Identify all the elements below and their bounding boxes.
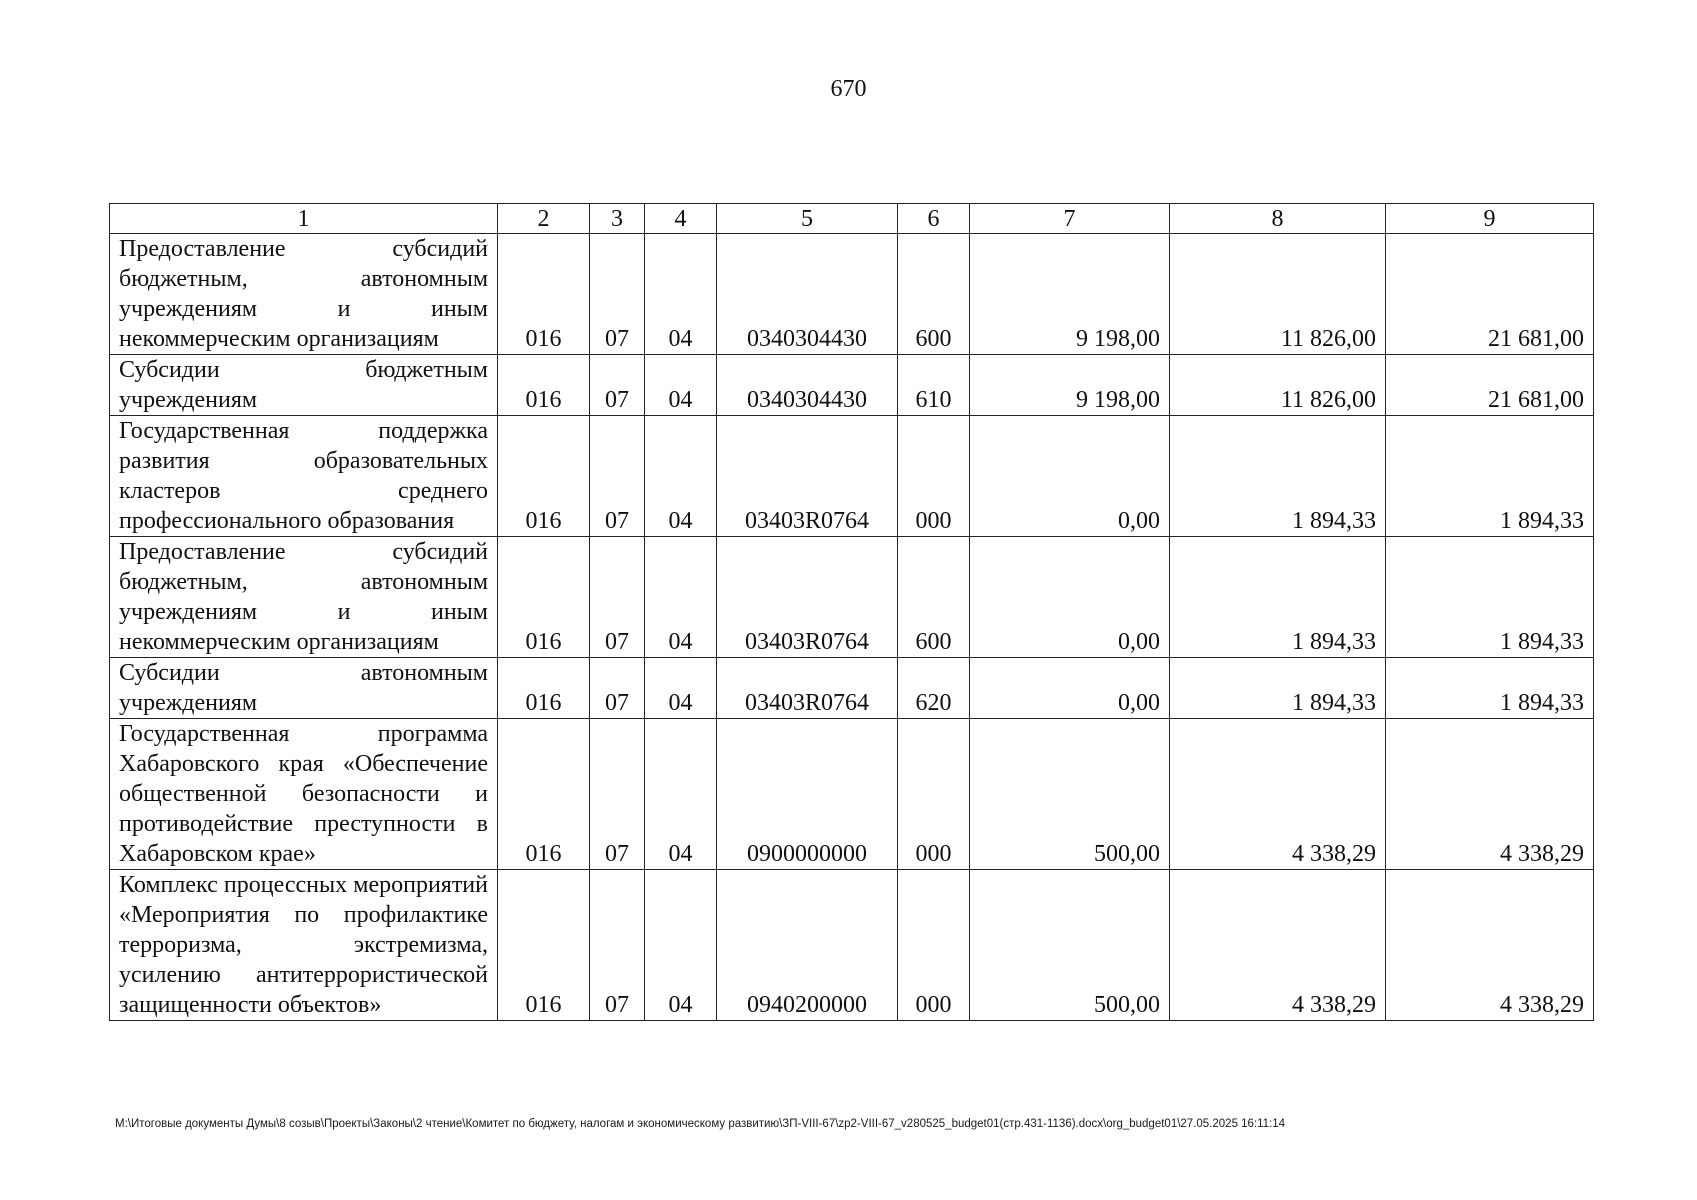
section-code-cell: 07 bbox=[590, 537, 645, 658]
amount-col7-cell: 0,00 bbox=[970, 658, 1170, 719]
target-article-cell: 03403R0764 bbox=[717, 658, 898, 719]
subsection-code-cell: 04 bbox=[645, 416, 717, 537]
section-code-cell: 07 bbox=[590, 719, 645, 870]
table-row bbox=[110, 870, 1594, 1021]
amount-col7-cell: 0,00 bbox=[970, 537, 1170, 658]
subsection-code-cell: 04 bbox=[645, 658, 717, 719]
row-name-cell: Комплекс процессных мероприятий «Мероприятия по профилактике терроризма, экстремизма, усилению антитеррористической защищенности объектов» bbox=[110, 870, 498, 1021]
row-name-cell: Предоставление субсидий бюджетным, автономным учреждениям и иным некоммерческим организациям bbox=[110, 537, 498, 658]
target-article-cell: 0940200000 bbox=[717, 870, 898, 1021]
header-cell: 1 bbox=[110, 204, 498, 234]
target-article-cell: 0340304430 bbox=[717, 234, 898, 355]
amount-col9-cell: 1 894,33 bbox=[1386, 658, 1594, 719]
subsection-code-cell: 04 bbox=[645, 355, 717, 416]
row-name-cell: Субсидии автономным учреждениям bbox=[110, 658, 498, 719]
subsection-code-cell: 04 bbox=[645, 537, 717, 658]
expense-type-cell: 600 bbox=[898, 537, 970, 658]
page-number: 670 bbox=[830, 76, 867, 102]
header-cell: 4 bbox=[645, 204, 717, 234]
amount-col8-cell: 11 826,00 bbox=[1170, 234, 1386, 355]
table-header-row bbox=[110, 204, 1594, 234]
section-code-cell: 07 bbox=[590, 870, 645, 1021]
amount-col9-cell: 1 894,33 bbox=[1386, 416, 1594, 537]
amount-col9-cell: 4 338,29 bbox=[1386, 719, 1594, 870]
section-code-cell: 07 bbox=[590, 658, 645, 719]
ministry-code-cell: 016 bbox=[498, 658, 590, 719]
document-path-footer: М:\Итоговые документы Думы\8 созыв\Проекты\Законы\2 чтение\Комитет по бюджету, налогам и экономическому развитию\ЗП-VIII-67\zp2-VIII-67_v280525_budget01(стр.431-1136).docx\org_budget01\27.05.2025 16:11:14 bbox=[115, 1118, 1286, 1130]
amount-col9-cell: 1 894,33 bbox=[1386, 537, 1594, 658]
ministry-code-cell: 016 bbox=[498, 355, 590, 416]
ministry-code-cell: 016 bbox=[498, 537, 590, 658]
header-cell: 2 bbox=[498, 204, 590, 234]
section-code-cell: 07 bbox=[590, 416, 645, 537]
amount-col8-cell: 4 338,29 bbox=[1170, 719, 1386, 870]
header-cell: 5 bbox=[717, 204, 898, 234]
row-name-cell: Субсидии бюджетным учреждениям bbox=[110, 355, 498, 416]
header-cell: 8 bbox=[1170, 204, 1386, 234]
row-name-cell: Государственная поддержка развития образовательных кластеров среднего профессионального образования bbox=[110, 416, 498, 537]
section-code-cell: 07 bbox=[590, 355, 645, 416]
expense-type-cell: 000 bbox=[898, 719, 970, 870]
ministry-code-cell: 016 bbox=[498, 416, 590, 537]
table-row bbox=[110, 355, 1594, 416]
amount-col7-cell: 500,00 bbox=[970, 870, 1170, 1021]
ministry-code-cell: 016 bbox=[498, 234, 590, 355]
expense-type-cell: 000 bbox=[898, 416, 970, 537]
ministry-code-cell: 016 bbox=[498, 719, 590, 870]
table-row bbox=[110, 537, 1594, 658]
target-article-cell: 03403R0764 bbox=[717, 537, 898, 658]
amount-col7-cell: 0,00 bbox=[970, 416, 1170, 537]
amount-col9-cell: 21 681,00 bbox=[1386, 355, 1594, 416]
budget-table bbox=[109, 203, 1594, 1021]
amount-col7-cell: 9 198,00 bbox=[970, 355, 1170, 416]
row-name-cell: Предоставление субсидий бюджетным, автономным учреждениям и иным некоммерческим организациям bbox=[110, 234, 498, 355]
table-row bbox=[110, 416, 1594, 537]
amount-col8-cell: 1 894,33 bbox=[1170, 658, 1386, 719]
amount-col8-cell: 1 894,33 bbox=[1170, 537, 1386, 658]
amount-col8-cell: 1 894,33 bbox=[1170, 416, 1386, 537]
row-name-cell: Государственная программа Хабаровского края «Обеспечение общественной безопасности и противодействие преступности в Хабаровском крае» bbox=[110, 719, 498, 870]
subsection-code-cell: 04 bbox=[645, 719, 717, 870]
header-cell: 9 bbox=[1386, 204, 1594, 234]
subsection-code-cell: 04 bbox=[645, 870, 717, 1021]
section-code-cell: 07 bbox=[590, 234, 645, 355]
amount-col9-cell: 4 338,29 bbox=[1386, 870, 1594, 1021]
table-row bbox=[110, 234, 1594, 355]
amount-col7-cell: 9 198,00 bbox=[970, 234, 1170, 355]
table-row bbox=[110, 658, 1594, 719]
header-cell: 6 bbox=[898, 204, 970, 234]
header-cell: 7 bbox=[970, 204, 1170, 234]
table-row bbox=[110, 719, 1594, 870]
amount-col8-cell: 11 826,00 bbox=[1170, 355, 1386, 416]
expense-type-cell: 610 bbox=[898, 355, 970, 416]
amount-col8-cell: 4 338,29 bbox=[1170, 870, 1386, 1021]
expense-type-cell: 000 bbox=[898, 870, 970, 1021]
amount-col7-cell: 500,00 bbox=[970, 719, 1170, 870]
subsection-code-cell: 04 bbox=[645, 234, 717, 355]
amount-col9-cell: 21 681,00 bbox=[1386, 234, 1594, 355]
target-article-cell: 0340304430 bbox=[717, 355, 898, 416]
header-cell: 3 bbox=[590, 204, 645, 234]
target-article-cell: 0900000000 bbox=[717, 719, 898, 870]
expense-type-cell: 620 bbox=[898, 658, 970, 719]
expense-type-cell: 600 bbox=[898, 234, 970, 355]
target-article-cell: 03403R0764 bbox=[717, 416, 898, 537]
ministry-code-cell: 016 bbox=[498, 870, 590, 1021]
